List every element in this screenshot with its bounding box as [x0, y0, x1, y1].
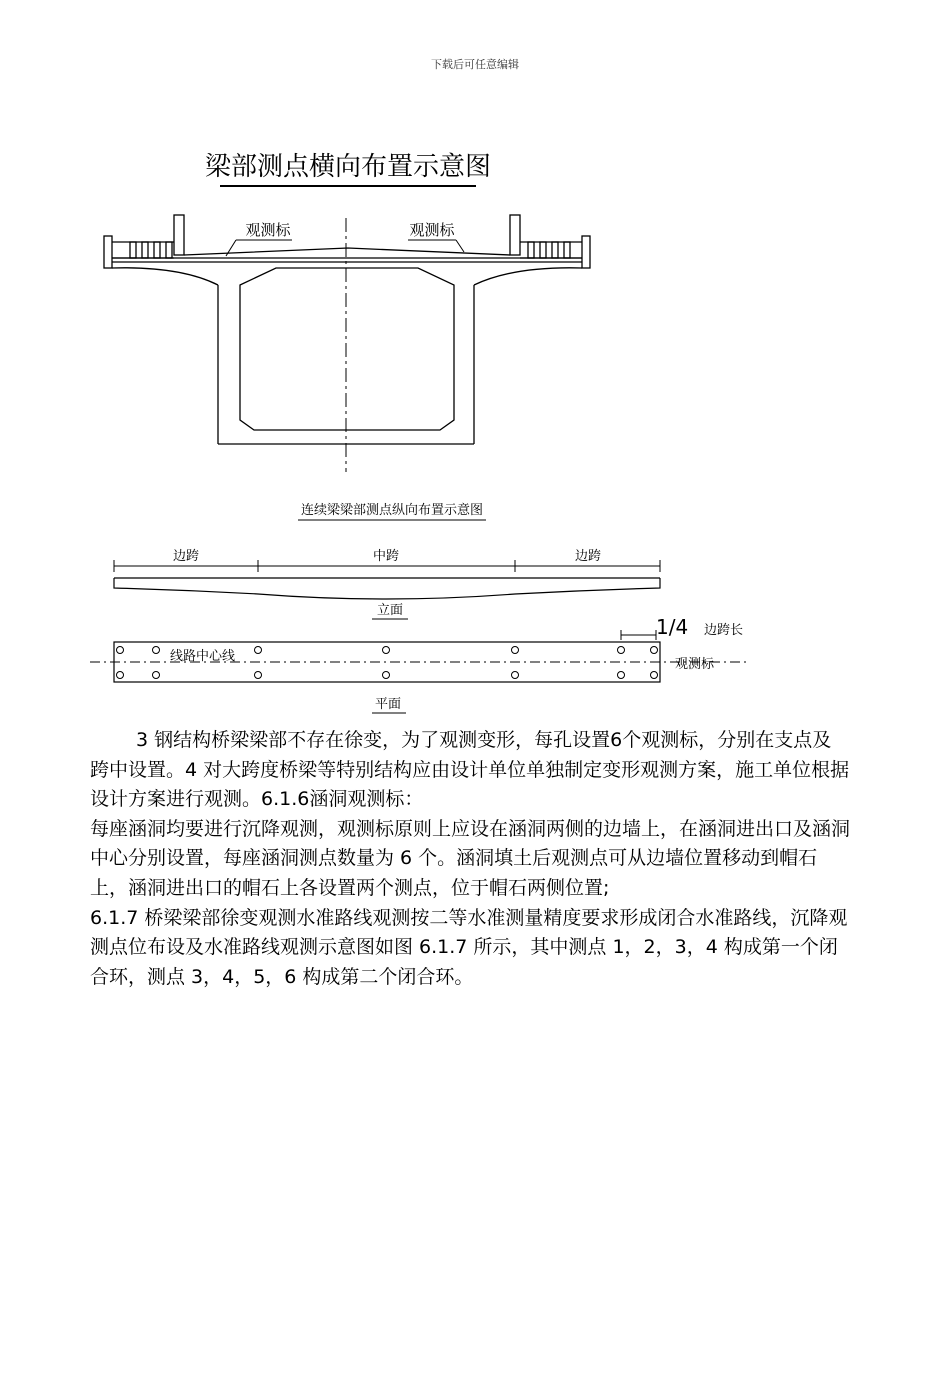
plan-label: 平面 — [374, 697, 402, 712]
elevation-girder — [114, 578, 660, 599]
figure1-left-marker: 观测标 — [245, 221, 291, 239]
quarter-label: 1/4 — [656, 615, 689, 639]
observation-point — [651, 672, 658, 679]
observation-point — [153, 647, 160, 654]
paragraph-3: 6.1.7 桥梁梁部徐变观测水准路线观测按二等水准测量精度要求形成闭合水准路线，沉降观测点位布设及水准路线观测示意图如图 6.1.7 所示，其中测点 1，2，3，4 构成第一个闭合环，测点 3，4，5，6 构成第二个闭合环。 — [90, 906, 848, 988]
observation-point — [651, 647, 658, 654]
paragraph-1: 3 钢结构桥梁梁部不存在徐变，为了观测变形，每孔设置6个观测标，分别在支点及跨中设置。4 对大跨度桥梁等特别结构应由设计单位单独制定变形观测方案，施工单位根据设计方案进行观测。6.1.6涵洞观测标： — [90, 729, 850, 811]
observation-point — [512, 647, 519, 654]
span-right-label: 边跨 — [574, 549, 602, 564]
plan-marker-label: 观测标 — [675, 657, 715, 672]
figure1-right-marker: 观测标 — [409, 221, 455, 239]
observation-point — [618, 647, 625, 654]
body-text — [90, 726, 850, 992]
observation-point — [512, 672, 519, 679]
observation-point — [383, 647, 390, 654]
elevation-label: 立面 — [376, 603, 404, 618]
quarter-span-dimension — [621, 630, 656, 640]
centerline-label: 线路中心线 — [170, 649, 236, 664]
observation-point — [255, 647, 262, 654]
span-mid-label: 中跨 — [372, 549, 400, 564]
observation-point — [618, 672, 625, 679]
observation-point — [383, 672, 390, 679]
observation-point — [117, 672, 124, 679]
observation-point — [255, 672, 262, 679]
span-left-label: 边跨 — [172, 549, 200, 564]
observation-point — [117, 647, 124, 654]
quarter-suffix: 边跨长 — [704, 623, 744, 638]
observation-point — [153, 672, 160, 679]
page-header: 下载后可任意编辑 — [431, 58, 519, 71]
figure2-title: 连续梁梁部测点纵向布置示意图 — [300, 503, 484, 518]
figure1-title: 梁部测点横向布置示意图 — [204, 152, 492, 182]
box-girder-section — [104, 215, 590, 444]
paragraph-2: 每座涵洞均要进行沉降观测，观测标原则上应设在涵洞两侧的边墙上，在涵洞进出口及涵洞中心分别设置，每座涵洞测点数量为 6 个。涵洞填土后观测点可从边墙位置移动到帽石上，涵洞进出口的帽石上各设置两个测点，位于帽石两侧位置; — [90, 817, 851, 899]
